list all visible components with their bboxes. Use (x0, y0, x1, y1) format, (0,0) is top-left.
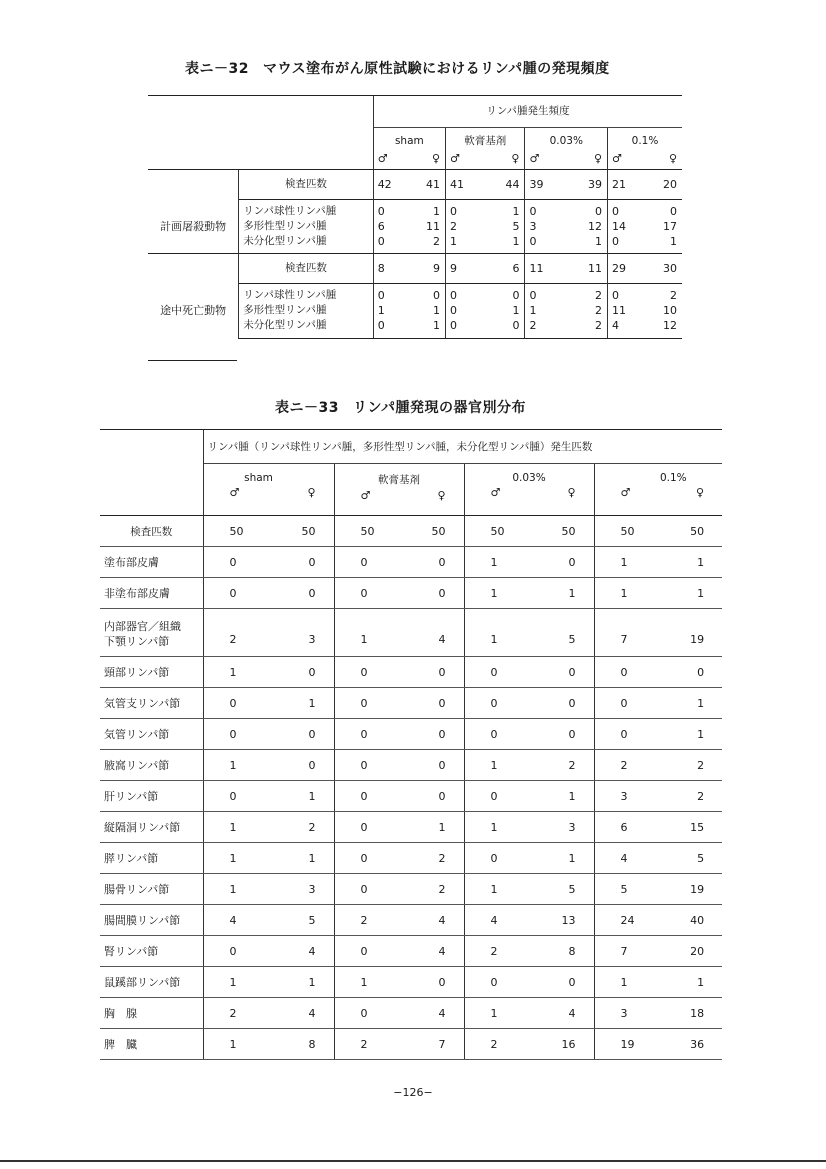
cell: 5 (529, 874, 594, 905)
cell: 0 (268, 719, 334, 750)
cell: 0 (567, 199, 608, 219)
cell: 4 (203, 905, 268, 936)
female-symbol: ♀ (511, 152, 520, 166)
cell: 1 (658, 578, 722, 609)
cell: 0 (485, 284, 525, 304)
cell: 4 (608, 318, 643, 338)
cell: 5 (268, 905, 334, 936)
group-header-sham: sham (373, 128, 445, 150)
row-label: リンパ球性リンパ腫 (239, 199, 374, 219)
cell: 0 (446, 199, 486, 219)
cell: 15 (658, 812, 722, 843)
cell: 1 (464, 874, 529, 905)
group-header-0.03: 0.03% (512, 472, 546, 484)
section-died-during-study: 途中死亡動物 (160, 304, 227, 318)
cell: 2 (567, 284, 608, 304)
cell: 0 (203, 578, 268, 609)
cell: 7 (594, 609, 658, 657)
row-label: 胸 腺 (100, 998, 203, 1029)
table-row (100, 1029, 722, 1060)
cell: 4 (399, 998, 464, 1029)
cell: 50 (529, 516, 594, 547)
cell: 0 (373, 234, 409, 254)
cell: 0 (399, 967, 464, 998)
cell: 40 (658, 905, 722, 936)
cell: 0 (334, 750, 399, 781)
cell: 30 (642, 254, 682, 284)
cell: 0 (409, 284, 446, 304)
cell: 1 (594, 578, 658, 609)
cell: 1 (203, 1029, 268, 1060)
cell: 0 (464, 719, 529, 750)
cell: 50 (399, 516, 464, 547)
row-label: 鼠蹊部リンパ節 (100, 967, 203, 998)
cell: 1 (409, 318, 446, 338)
cell: 0 (464, 843, 529, 874)
cell: 19 (658, 874, 722, 905)
cell: 39 (525, 169, 567, 199)
cell: 0 (268, 547, 334, 578)
cell: 0 (203, 719, 268, 750)
cell: 50 (334, 516, 399, 547)
female-symbol: ♀ (696, 486, 705, 499)
table32-header: リンパ腫発生頻度 (373, 96, 682, 128)
row-label: 内部器官／組織 (104, 619, 181, 633)
cell: 4 (399, 609, 464, 657)
cell: 1 (658, 967, 722, 998)
row-label: 縦隔洞リンパ節 (100, 812, 203, 843)
group-header-0.1: 0.1% (608, 128, 683, 150)
group-header-0.03: 0.03% (525, 128, 608, 150)
cell: 41 (446, 169, 486, 199)
female-symbol: ♀ (593, 152, 602, 166)
cell: 0 (268, 750, 334, 781)
cell: 0 (529, 688, 594, 719)
table32-number: 表ニ－32 (185, 61, 249, 77)
cell: 4 (594, 843, 658, 874)
cell: 0 (399, 781, 464, 812)
cell: 1 (203, 812, 268, 843)
cell: 9 (446, 254, 486, 284)
cell: 6 (594, 812, 658, 843)
cell: 0 (594, 719, 658, 750)
table-row (100, 843, 722, 874)
cell: 50 (464, 516, 529, 547)
cell: 0 (334, 657, 399, 688)
row-label: 多形性型リンパ腫 (239, 303, 374, 318)
cell: 0 (268, 657, 334, 688)
cell: 1 (485, 199, 525, 219)
group-header-0.1: 0.1% (659, 472, 687, 484)
male-symbol: ♂ (229, 486, 240, 499)
exam-count-label: 検査匹数 (100, 516, 203, 547)
cell: 1 (409, 199, 446, 219)
cell: 0 (464, 781, 529, 812)
row-label: 気管支リンパ節 (100, 688, 203, 719)
cell: 0 (446, 284, 486, 304)
cell: 50 (594, 516, 658, 547)
table-row (100, 688, 722, 719)
cell: 4 (464, 905, 529, 936)
cell: 0 (334, 578, 399, 609)
cell: 0 (203, 936, 268, 967)
cell: 0 (399, 547, 464, 578)
cell: 29 (608, 254, 643, 284)
cell: 41 (409, 169, 446, 199)
cell: 1 (464, 812, 529, 843)
cell: 5 (512, 219, 520, 233)
cell: 2 (595, 304, 602, 317)
cell: 12 (588, 219, 602, 233)
cell: 2 (567, 318, 608, 338)
page-bottom-rule (0, 1160, 826, 1162)
cell: 0 (334, 843, 399, 874)
cell: 0 (373, 318, 409, 338)
cell: 11 (426, 219, 441, 233)
cell: 1 (594, 967, 658, 998)
table33-number: 表ニ－33 (275, 400, 339, 416)
cell: 0 (334, 812, 399, 843)
cell: 12 (642, 318, 682, 338)
cell: 24 (594, 905, 658, 936)
section-planned-sacrifice: 計画屠殺動物 (160, 219, 227, 233)
cell: 1 (529, 843, 594, 874)
cell: 0 (608, 284, 643, 304)
row-label: 腎リンパ節 (100, 936, 203, 967)
table-row (100, 874, 722, 905)
cell: 0 (203, 688, 268, 719)
cell: 0 (334, 688, 399, 719)
cell: 4 (399, 936, 464, 967)
cell: 20 (658, 936, 722, 967)
cell: 3 (529, 812, 594, 843)
cell: 1 (446, 234, 486, 254)
cell: 1 (658, 719, 722, 750)
cell: 0 (268, 578, 334, 609)
row-label: 未分化型リンパ腫 (239, 318, 374, 338)
cell: 5 (594, 874, 658, 905)
table33-title (275, 397, 526, 417)
cell: 1 (595, 234, 602, 248)
cell: 17 (663, 219, 677, 233)
cell: 1 (399, 812, 464, 843)
table32-bottom-rule (148, 360, 237, 361)
cell: 1 (464, 750, 529, 781)
cell: 0 (373, 284, 409, 304)
cell: 1 (525, 303, 567, 318)
lymphoma-organ-distribution-table (100, 429, 722, 1060)
table-row (100, 750, 722, 781)
cell: 44 (485, 169, 525, 199)
cell: 36 (658, 1029, 722, 1060)
cell: 0 (446, 318, 486, 338)
cell: 1 (268, 688, 334, 719)
cell: 4 (399, 905, 464, 936)
row-label: 気管リンパ節 (100, 719, 203, 750)
cell: 1 (373, 303, 409, 318)
group-header-vehicle: 軟膏基剤 (378, 474, 420, 486)
cell: 13 (529, 905, 594, 936)
table-row (100, 905, 722, 936)
cell: 2 (399, 843, 464, 874)
cell: 2 (594, 750, 658, 781)
cell: 1 (464, 578, 529, 609)
cell: 1 (512, 304, 520, 317)
cell: 8 (268, 1029, 334, 1060)
cell: 9 (409, 254, 446, 284)
cell: 42 (373, 169, 409, 199)
cell: 2 (334, 1029, 399, 1060)
table-row (100, 781, 722, 812)
cell: 2 (658, 781, 722, 812)
cell: 1 (464, 609, 529, 657)
cell: 11 (525, 254, 567, 284)
table-row (100, 657, 722, 688)
cell: 1 (433, 304, 441, 317)
male-symbol: ♂ (620, 486, 631, 499)
cell: 1 (203, 750, 268, 781)
cell: 19 (658, 609, 722, 657)
cell: 0 (399, 688, 464, 719)
table32-title (185, 58, 610, 78)
cell: 1 (203, 657, 268, 688)
row-label: リンパ球性リンパ腫 (239, 284, 374, 304)
table-row (100, 998, 722, 1029)
cell: 1 (203, 874, 268, 905)
cell: 11 (608, 303, 643, 318)
cell: 1 (529, 781, 594, 812)
cell: 0 (529, 967, 594, 998)
cell: 16 (529, 1029, 594, 1060)
cell: 20 (642, 169, 682, 199)
cell: 50 (268, 516, 334, 547)
cell: 0 (334, 998, 399, 1029)
male-symbol: ♂ (360, 489, 371, 502)
table32-title-text: マウス塗布がん原性試験におけるリンパ腫の発現頻度 (262, 61, 610, 77)
female-symbol: ♀ (668, 152, 677, 166)
cell: 2 (433, 234, 441, 248)
cell: 0 (334, 547, 399, 578)
cell: 18 (658, 998, 722, 1029)
cell: 3 (268, 874, 334, 905)
cell: 2 (446, 219, 486, 234)
cell: 14 (608, 219, 643, 234)
cell: 2 (464, 936, 529, 967)
cell: 8 (529, 936, 594, 967)
female-symbol: ♀ (307, 486, 316, 499)
cell: 10 (663, 304, 677, 317)
cell: 0 (399, 657, 464, 688)
row-label: 多形性型リンパ腫 (239, 219, 374, 234)
cell: 1 (464, 547, 529, 578)
cell: 2 (399, 874, 464, 905)
table33-title-text: リンパ腫発現の器官別分布 (352, 400, 527, 416)
cell: 8 (373, 254, 409, 284)
cell: 0 (334, 781, 399, 812)
row-label: 塗布部皮膚 (100, 547, 203, 578)
female-symbol: ♀ (567, 486, 576, 499)
female-symbol: ♀ (431, 152, 441, 166)
cell: 1 (268, 967, 334, 998)
cell: 1 (670, 234, 677, 248)
cell: 0 (399, 578, 464, 609)
cell: 6 (373, 219, 409, 234)
cell: 50 (203, 516, 268, 547)
cell: 7 (399, 1029, 464, 1060)
cell: 2 (525, 318, 567, 338)
cell: 2 (529, 750, 594, 781)
cell: 0 (658, 657, 722, 688)
cell: 21 (608, 169, 643, 199)
cell: 0 (525, 284, 567, 304)
cell: 1 (529, 578, 594, 609)
cell: 0 (525, 199, 567, 219)
table-row (100, 578, 722, 609)
cell: 0 (594, 688, 658, 719)
cell: 4 (268, 998, 334, 1029)
cell: 4 (268, 936, 334, 967)
cell: 3 (594, 781, 658, 812)
cell: 0 (373, 199, 409, 219)
row-label: 非塗布部皮膚 (100, 578, 203, 609)
male-symbol: ♂ (525, 149, 567, 169)
cell: 0 (485, 318, 525, 338)
cell: 39 (567, 169, 608, 199)
cell: 50 (658, 516, 722, 547)
exam-count-label: 検査匹数 (239, 254, 374, 284)
table-row (100, 547, 722, 578)
female-symbol: ♀ (437, 489, 446, 502)
cell: 1 (268, 781, 334, 812)
group-header-vehicle: 軟膏基剤 (446, 128, 525, 150)
exam-count-label: 検査匹数 (239, 169, 374, 199)
cell: 2 (268, 812, 334, 843)
cell: 0 (608, 234, 643, 254)
cell: 0 (399, 719, 464, 750)
cell: 2 (658, 750, 722, 781)
table-row (100, 719, 722, 750)
cell: 0 (529, 657, 594, 688)
cell: 0 (334, 719, 399, 750)
cell: 0 (608, 199, 643, 219)
cell: 1 (512, 234, 520, 248)
cell: 0 (334, 936, 399, 967)
table-row (100, 936, 722, 967)
row-label: 脾 臓 (100, 1029, 203, 1060)
cell: 0 (203, 781, 268, 812)
row-label: 腸骨リンパ節 (100, 874, 203, 905)
table-row (100, 516, 722, 547)
cell: 11 (567, 254, 608, 284)
cell: 0 (642, 199, 682, 219)
cell: 5 (529, 609, 594, 657)
cell: 4 (529, 998, 594, 1029)
table33-header: リンパ腫（リンパ球性リンパ腫，多形性型リンパ腫，未分化型リンパ腫）発生匹数 (203, 430, 722, 464)
cell: 1 (268, 843, 334, 874)
cell: 0 (446, 303, 486, 318)
cell: 0 (529, 719, 594, 750)
cell: 5 (658, 843, 722, 874)
cell: 1 (203, 843, 268, 874)
row-label: 膵リンパ節 (100, 843, 203, 874)
cell: 0 (399, 750, 464, 781)
cell: 1 (658, 547, 722, 578)
cell: 19 (594, 1029, 658, 1060)
cell: 3 (268, 609, 334, 657)
cell: 0 (464, 967, 529, 998)
male-symbol: ♂ (490, 486, 501, 499)
cell: 0 (464, 657, 529, 688)
cell: 1 (334, 609, 399, 657)
cell: 2 (203, 998, 268, 1029)
cell: 6 (485, 254, 525, 284)
cell: 2 (334, 905, 399, 936)
table-row (100, 609, 722, 657)
male-symbol: ♂ (608, 149, 643, 169)
table-row (100, 812, 722, 843)
table-row (100, 967, 722, 998)
row-label: 肝リンパ節 (100, 781, 203, 812)
page-number: −126− (393, 1086, 433, 1099)
cell: 0 (464, 688, 529, 719)
row-label: 下顎リンパ節 (104, 634, 170, 648)
male-symbol: ♂ (446, 149, 486, 169)
cell: 1 (594, 547, 658, 578)
cell: 0 (594, 657, 658, 688)
cell: 0 (529, 547, 594, 578)
cell: 2 (642, 284, 682, 304)
row-label: 未分化型リンパ腫 (239, 234, 374, 254)
lymphoma-incidence-table (148, 95, 682, 339)
cell: 0 (525, 234, 567, 254)
cell: 3 (594, 998, 658, 1029)
cell: 3 (525, 219, 567, 234)
cell: 0 (203, 547, 268, 578)
cell: 1 (658, 688, 722, 719)
cell: 0 (334, 874, 399, 905)
cell: 1 (203, 967, 268, 998)
male-symbol: ♂ (373, 149, 409, 169)
row-label: 腋窩リンパ節 (100, 750, 203, 781)
cell: 2 (464, 1029, 529, 1060)
row-label: 腸間膜リンパ節 (100, 905, 203, 936)
cell: 2 (203, 609, 268, 657)
cell: 7 (594, 936, 658, 967)
cell: 1 (464, 998, 529, 1029)
row-label: 頸部リンパ節 (100, 657, 203, 688)
cell: 1 (334, 967, 399, 998)
group-header-sham: sham (244, 472, 273, 484)
